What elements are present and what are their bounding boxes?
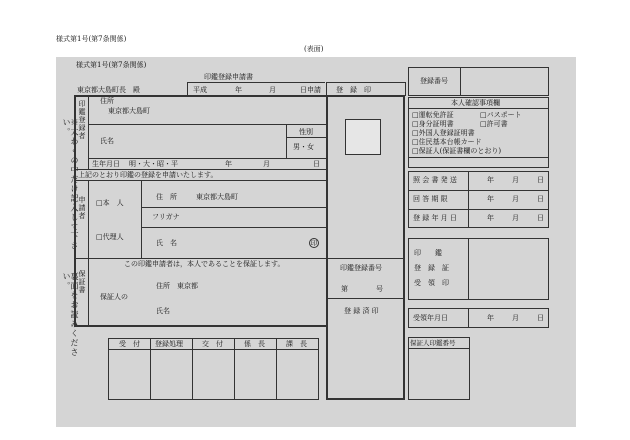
response-date-label: 回 答 期 限: [413, 195, 448, 203]
guarantor-registered-label: 登 録 済 印: [344, 307, 379, 315]
registration-number-label: 登録番号: [420, 77, 448, 85]
applicant-address-value: 東京都大島町: [196, 193, 238, 201]
request-line: 上記のとおり印鑑の登録を申請いたします。: [78, 171, 218, 179]
guarantor-statement: この印鑑申請者は，本人であることを保証します。: [124, 260, 285, 268]
receipt-year: 年: [487, 314, 494, 322]
registrant-section-label: 印鑑登録者: [78, 100, 86, 140]
gender-options: 男・女: [293, 143, 314, 151]
guarantor-seal-number-label: 印鑑登録番号: [340, 264, 382, 272]
date-year: 年: [235, 86, 242, 94]
seal-impression-box: [345, 119, 381, 155]
birth-eras: 明・大・昭・平: [129, 160, 178, 168]
inquiry-sent-label: 照 会 書 発 送: [413, 176, 457, 184]
inquiry-month: 月: [512, 176, 519, 184]
receipt-date-label: 受領年月日: [413, 314, 448, 322]
date-apply: 日申請: [300, 86, 321, 94]
guarantor-seal-number-title: 保証人印鑑番号: [410, 339, 456, 347]
date-era: 平成: [193, 86, 207, 94]
birth-month: 月: [263, 160, 270, 168]
guarantor-person-label: 保証人の: [100, 293, 128, 301]
addressee: 東京都大島町長 殿: [77, 86, 140, 94]
id-item-resident-card[interactable]: □住民基本台帳カード: [412, 138, 482, 146]
form-number-inner: 様式第1号(第7条関係): [76, 61, 147, 69]
response-year: 年: [487, 195, 494, 203]
response-month: 月: [512, 195, 519, 203]
date-month: 月: [269, 86, 276, 94]
form-number-top: 様式第1号(第7条関係): [56, 35, 127, 43]
registrant-address-value: 東京都大島町: [108, 107, 150, 115]
applicant-self-option[interactable]: □本 人: [96, 199, 124, 207]
registration-date-label: 登 録 年 月 日: [413, 214, 457, 222]
id-check-title: 本人確認事項欄: [451, 99, 500, 107]
guarantor-number-suffix: 第 号: [341, 285, 383, 293]
registration-month: 月: [512, 214, 519, 222]
guarantor-name-label: 氏名: [156, 307, 170, 315]
birth-label: 生年月日: [92, 160, 120, 168]
id-item-idcard[interactable]: □身分証明書: [412, 120, 454, 128]
registrant-address-label: 住所: [100, 97, 114, 105]
birth-year: 年: [225, 160, 232, 168]
seal-card-line-2: 登 録 証: [414, 264, 449, 272]
registration-day: 日: [537, 214, 544, 222]
receipt-month: 月: [512, 314, 519, 322]
guarantor-address-value: 東京都: [177, 282, 198, 290]
applicant-address-label: 住 所: [156, 193, 177, 201]
gender-label: 性別: [299, 128, 313, 136]
office-col-4: 係 長: [244, 340, 265, 348]
applicant-section-label: 申請者: [78, 196, 86, 220]
office-col-5: 課 長: [286, 340, 307, 348]
registrant-name-label: 氏名: [100, 137, 114, 145]
side-note-1: ※太わくの中だけ記入して下さい。: [62, 118, 79, 251]
office-col-3: 交 付: [202, 340, 223, 348]
applicant-furigana-label: フリガナ: [152, 213, 180, 221]
applicant-seal-mark: 印: [310, 239, 318, 247]
office-col-1: 受 付: [119, 340, 140, 348]
guarantor-section-label: 保証書: [78, 270, 86, 294]
id-item-guarantor[interactable]: □保証人(保証書欄のとおり): [412, 147, 502, 155]
birth-day: 日: [313, 160, 320, 168]
seal-card-line-3: 受 領 印: [414, 279, 449, 287]
omote-label: (表面): [304, 45, 324, 53]
inquiry-day: 日: [537, 176, 544, 184]
id-item-permit[interactable]: □許可書: [480, 120, 508, 128]
side-note-2: 裏面をお読みください。: [62, 272, 79, 358]
seal-card-line-1: 印 鑑: [414, 249, 442, 257]
office-col-2: 登録処理: [155, 340, 183, 348]
registration-year: 年: [487, 214, 494, 222]
id-item-passport[interactable]: □パスポート: [480, 111, 522, 119]
registered-seal-label: 登 録 印: [336, 86, 371, 94]
guarantor-address-label: 住所: [156, 282, 170, 290]
receipt-day: 日: [537, 314, 544, 322]
applicant-name-label: 氏 名: [156, 239, 177, 247]
response-day: 日: [537, 195, 544, 203]
id-item-alien[interactable]: □外国人登録証明書: [412, 129, 475, 137]
form-title: 印鑑登録申請書: [204, 73, 253, 81]
id-item-license[interactable]: □運転免許証: [412, 111, 454, 119]
inquiry-year: 年: [487, 176, 494, 184]
applicant-proxy-option[interactable]: □代理人: [96, 233, 124, 241]
